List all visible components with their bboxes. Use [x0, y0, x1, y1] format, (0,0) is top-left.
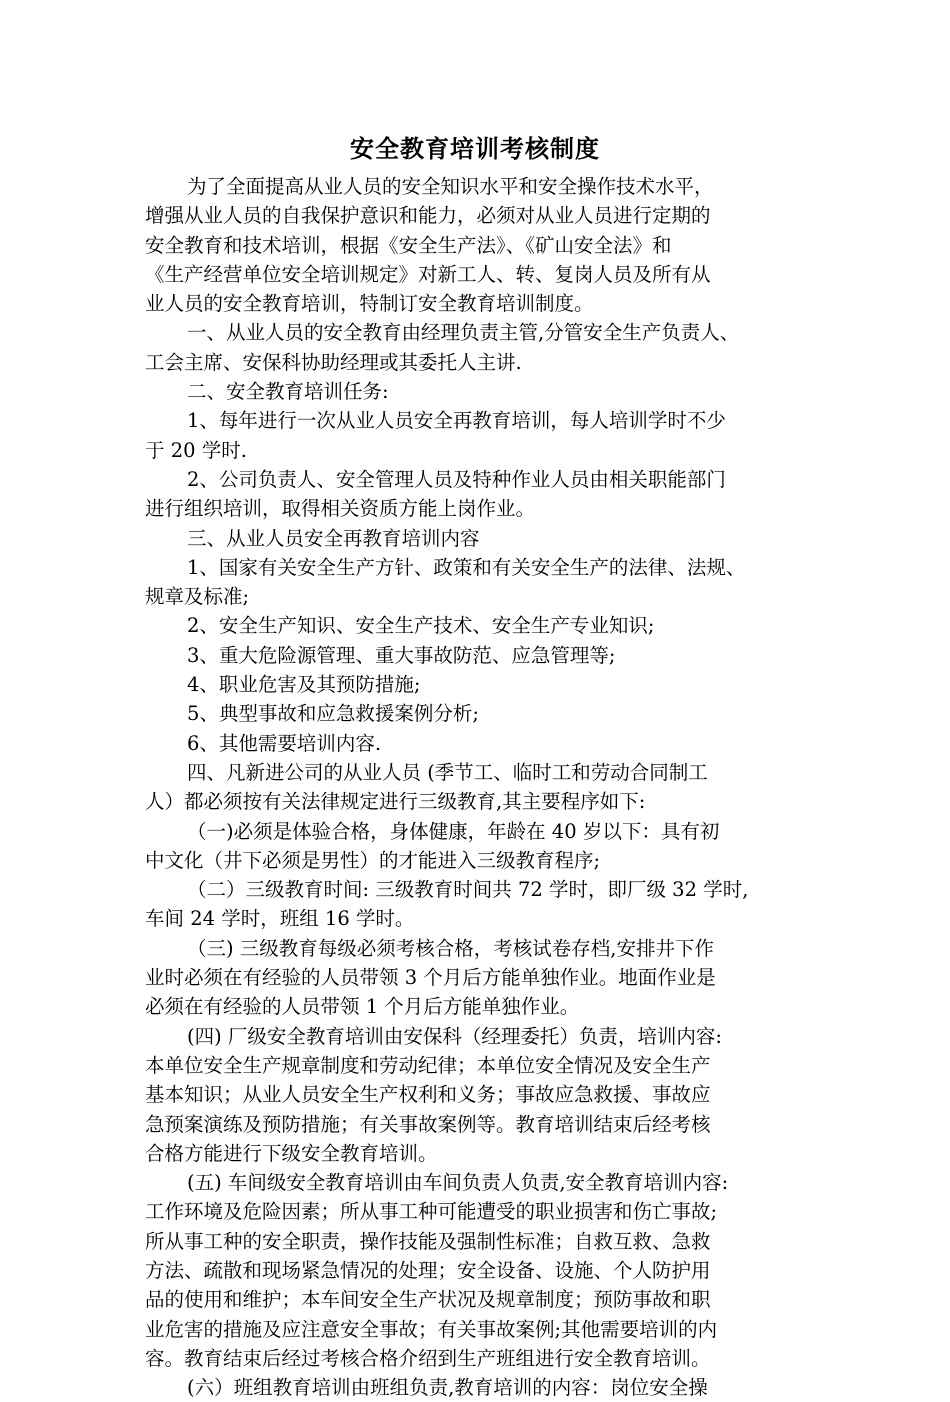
document-line: 三、从业人员安全再教育培训内容 [187, 526, 480, 550]
document-line: 四、凡新进公司的从业人员 (季节工、临时工和劳动合同制工 [187, 760, 708, 784]
document-line: 容。教育结束后经过考核合格介绍到生产班组进行安全教育培训。 [145, 1346, 711, 1370]
document-line: 中文化（井下必须是男性）的才能进入三级教育程序; [145, 848, 601, 872]
document-title: 安全教育培训考核制度 [350, 134, 600, 163]
document-line: 6、其他需要培训内容. [187, 731, 382, 755]
document-line: 业人员的安全教育培训，特制订安全教育培训制度。 [145, 292, 594, 316]
document-line: 5、典型事故和应急救援案例分析; [187, 702, 479, 726]
document-line: 基本知识；从业人员安全生产权利和义务；事故应急救援、事故应 [145, 1083, 711, 1107]
document-line: 规章及标准; [145, 585, 250, 609]
document-line: 本单位安全生产规章制度和劳动纪律；本单位安全情况及安全生产 [145, 1053, 711, 1077]
document-line: 二、安全教育培训任务: [187, 380, 389, 404]
document-line: 人）都必须按有关法律规定进行三级教育,其主要程序如下: [145, 790, 646, 814]
document-line: 业危害的措施及应注意安全事故；有关事故案例;其他需要培训的内 [145, 1317, 718, 1341]
document-line: 1、国家有关安全生产方针、政策和有关安全生产的法律、法规、 [187, 555, 746, 579]
document-line: 增强从业人员的自我保护意识和能力，必须对从业人员进行定期的 [145, 204, 711, 228]
document-line: 品的使用和维护；本车间安全生产状况及规章制度；预防事故和职 [145, 1288, 711, 1312]
document-line: 3、重大危险源管理、重大事故防范、应急管理等; [187, 643, 616, 667]
document-line: 进行组织培训，取得相关资质方能上岗作业。 [145, 497, 536, 521]
document-line: 于 20 学时. [145, 438, 247, 462]
document-line: 4、职业危害及其预防措施; [187, 673, 421, 697]
document-line: 急预案演练及预防措施；有关事故案例等。教育培训结束后经考核 [145, 1112, 711, 1136]
document-line: 合格方能进行下级安全教育培训。 [145, 1141, 438, 1165]
document-line: 2、安全生产知识、安全生产技术、安全生产专业知识; [187, 614, 655, 638]
document-line: (四) 厂级安全教育培训由安保科（经理委托）负责，培训内容: [187, 1024, 722, 1048]
document-line: 安全教育和技术培训，根据《安全生产法》、《矿山安全法》和 [145, 233, 672, 257]
document-line: （一)必须是体验合格，身体健康，年龄在 40 岁以下：具有初 [187, 819, 720, 843]
document-line: 方法、疏散和现场紧急情况的处理；安全设备、设施、个人防护用 [145, 1258, 711, 1282]
document-body [145, 172, 815, 1402]
document-line: (六）班组教育培训由班组负责,教育培训的内容：岗位安全操 [187, 1376, 708, 1400]
document-line: 工会主席、安保科协助经理或其委托人主讲. [145, 350, 522, 374]
document-line: (五) 车间级安全教育培训由车间负责人负责,安全教育培训内容: [187, 1171, 729, 1195]
document-line: 一、从业人员的安全教育由经理负责主管,分管安全生产负责人、 [187, 321, 740, 345]
document-line: 工作环境及危险因素；所从事工种可能遭受的职业损害和伤亡事故; [145, 1200, 718, 1224]
document-line: 所从事工种的安全职责，操作技能及强制性标准；自救互救、急救 [145, 1229, 711, 1253]
document-line: 2、公司负责人、安全管理人员及特种作业人员由相关职能部门 [187, 467, 726, 491]
document-line: 为了全面提高从业人员的安全知识水平和安全操作技术水平， [187, 175, 714, 198]
document-line: （二）三级教育时间: 三级教育时间共 72 学时，即厂级 32 学时, [187, 878, 749, 902]
document-line: 业时必须在有经验的人员带领 3 个月后方能单独作业。地面作业是 [145, 966, 716, 990]
document-line: （三) 三级教育每级必须考核合格，考核试卷存档,安排井下作 [187, 936, 715, 960]
document-line: 车间 24 学时，班组 16 学时。 [145, 907, 415, 931]
document-line: 《生产经营单位安全培训规定》对新工人、转、复岗人员及所有从 [145, 262, 711, 286]
document-line: 1、每年进行一次从业人员安全再教育培训，每人培训学时不少 [187, 409, 726, 433]
document-line: 必须在有经验的人员带领 1 个月后方能单独作业。 [145, 995, 580, 1019]
